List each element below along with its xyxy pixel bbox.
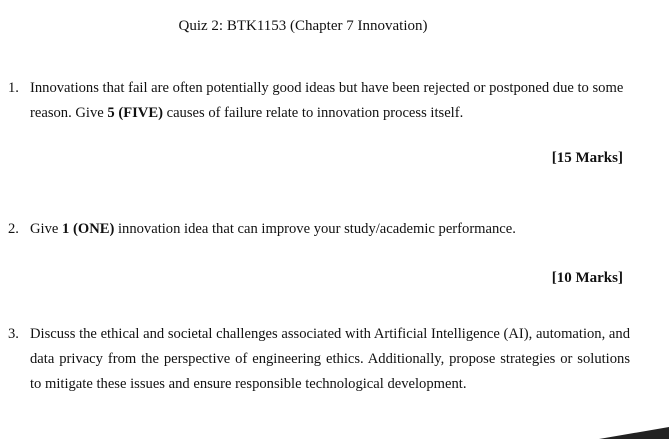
marks-label-1: [15 Marks] — [551, 150, 623, 166]
question-number: 2. — [8, 221, 19, 237]
question-text: Discuss the ethical and societal challenges associated with Artificial Intelligence (AI), automation, and data privacy from the perspective of engineering ethics. Additionally, propose strategies or solutions to mitigate these issues and ensure responsible technological development. — [30, 326, 630, 392]
question-emphasis: 1 (ONE) — [62, 221, 115, 237]
quiz-title: Quiz 2: BTK1153 (Chapter 7 Innovation) — [178, 18, 428, 34]
question-text-end: causes of failure relate to innovation process itself. — [162, 105, 464, 121]
question-number: 1. — [8, 80, 19, 96]
page-corner-decoration — [599, 427, 669, 439]
question-text-start: Innovations that fail are often potentially good ideas but have been rejected or postponed due to some reason. Give — [30, 80, 624, 121]
question-number: 3. — [8, 326, 19, 342]
marks-label-2: [10 Marks] — [551, 270, 623, 286]
question-text-start: Give — [30, 221, 63, 237]
question-emphasis: 5 (FIVE) — [107, 105, 163, 121]
question-3 — [0, 322, 640, 397]
question-text — [30, 217, 630, 242]
question-text-end: innovation idea that can improve your study/academic performance. — [114, 221, 516, 237]
question-text — [30, 76, 630, 126]
question-2 — [0, 217, 640, 242]
question-1 — [0, 76, 640, 126]
